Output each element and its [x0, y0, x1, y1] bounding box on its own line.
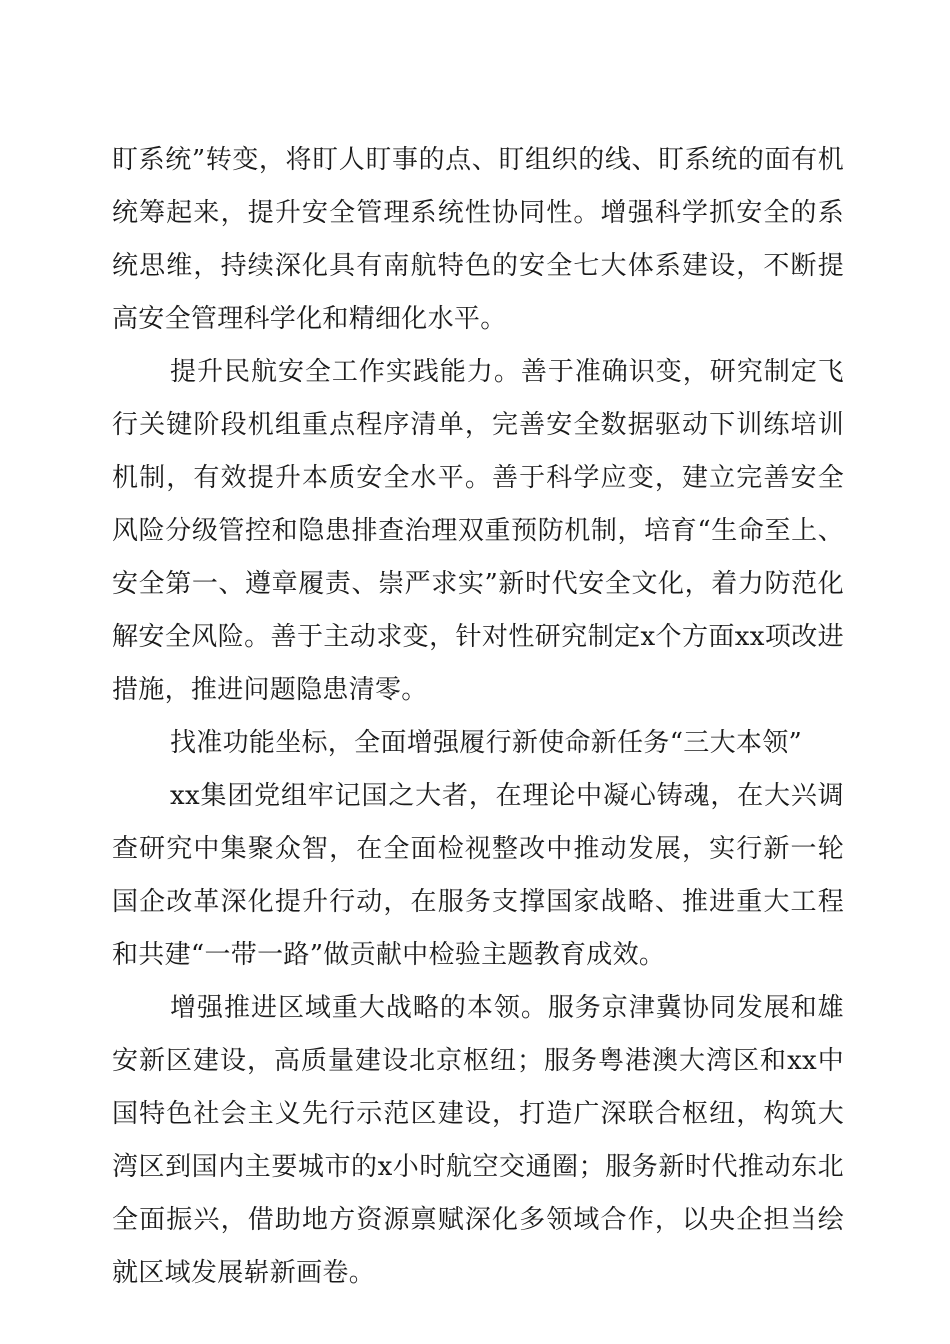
section-heading: 找准功能坐标，全面增强履行新使命新任务“三大本领”	[170, 728, 803, 758]
paragraph-group-mission: xx集团党组牢记国之大者，在理论中凝心铸魂，在大兴调查研究中集聚众智，在全面检视整改中推动发展，实行新一轮国企改革深化提升行动，在服务支撑国家战略、推进重大工程和共建“一带一路”做贡献中检验主题教育成效。	[112, 781, 844, 970]
document-body	[112, 134, 844, 1300]
paragraph-continued: 盯系统”转变，将盯人盯事的点、盯组织的线、盯系统的面有机统筹起来，提升安全管理系统性协同性。增强科学抓安全的系统思维，持续深化具有南航特色的安全七大体系建设，不断提高安全管理科学化和精细化水平。	[112, 145, 844, 334]
paragraph-safety-practice: 提升民航安全工作实践能力。善于准确识变，研究制定飞行关键阶段机组重点程序清单，完善安全数据驱动下训练培训机制，有效提升本质安全水平。善于科学应变，建立完善安全风险分级管控和隐患排查治理双重预防机制，培育“生命至上、安全第一、遵章履责、崇严求实”新时代安全文化，着力防范化解安全风险。善于主动求变，针对性研究制定x个方面xx项改进措施，推进问题隐患清零。	[112, 357, 844, 705]
paragraph-regional-strategy: 增强推进区域重大战略的本领。服务京津冀协同发展和雄安新区建设，高质量建设北京枢纽；服务粤港澳大湾区和xx中国特色社会主义先行示范区建设，打造广深联合枢纽，构筑大湾区到国内主要城市的x小时航空交通圈；服务新时代推动东北全面振兴，借助地方资源禀赋深化多领域合作，以央企担当绘就区域发展崭新画卷。	[112, 993, 844, 1288]
